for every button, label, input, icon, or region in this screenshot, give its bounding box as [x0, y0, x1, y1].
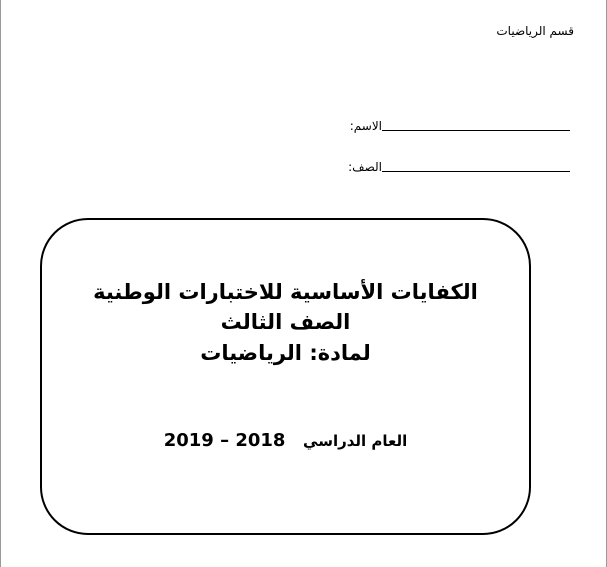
grade-field	[346, 160, 570, 174]
academic-year-value: 2019 – 2018	[163, 430, 286, 451]
department-label: قسم الرياضيات	[496, 24, 574, 38]
name-blank-line	[382, 130, 570, 131]
name-field	[348, 119, 570, 133]
name-label: الاسم:	[349, 119, 382, 133]
academic-year-label: العام الدراسي	[303, 432, 408, 450]
grade-blank-line	[382, 171, 570, 172]
cover-subject: لمادة: الرياضيات	[200, 341, 371, 365]
academic-year	[42, 430, 529, 451]
cover-title-main: الكفايات الأساسية للاختبارات الوطنية	[93, 280, 478, 304]
grade-label: الصف:	[348, 160, 382, 174]
cover-grade: الصف الثالث	[220, 310, 351, 334]
cover-title-box	[40, 218, 531, 535]
